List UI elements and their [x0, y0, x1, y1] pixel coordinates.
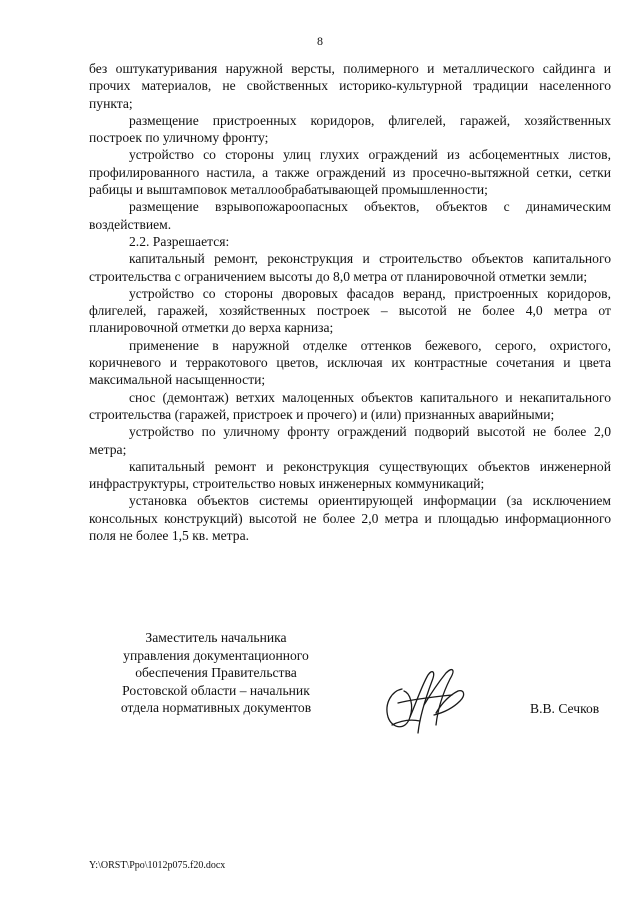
paragraph: устройство со стороны улиц глухих ограждений из асбоцементных листов, профилированного настила, а также ограждений из просечно-вытяжной сетки, сетки рабицы и выштамповок металлообрабатывающей промышленности;	[89, 147, 611, 198]
handwritten-signature	[380, 655, 470, 739]
signer-position-line: Заместитель начальника	[145, 630, 287, 645]
paragraph: устройство со стороны дворовых фасадов веранд, пристроенных коридоров, флигелей, гаражей, хозяйственных построек – высотой не более 4,0 метра от планировочной отметки до верха карниза;	[89, 285, 611, 336]
paragraph: устройство по уличному фронту ограждений подворий высотой не более 2,0 метра;	[89, 424, 611, 457]
paragraph: размещение пристроенных коридоров, флигелей, гаражей, хозяйственных построек по уличному фронту;	[89, 112, 611, 146]
paragraph: установка объектов системы ориентирующей информации (за исключением консольных конструкций) высотой не более 2,0 метра и площадью информационного поля не более 1,5 кв. метра.	[89, 493, 611, 544]
signer-position-line: обеспечения Правительства	[135, 665, 297, 681]
file-path: Y:\ORST\Ppo\1012p075.f20.docx	[89, 860, 226, 871]
paragraph: без оштукатуривания наружной версты, полимерного и металлического сайдинга и прочих материалов, не свойственных историко-культурной традиции населенного пункта;	[89, 61, 611, 111]
paragraph: снос (демонтаж) ветхих малоценных объектов капитального и некапитального строительства (гаражей, пристроек и прочего) и (или) признанных аварийными;	[89, 389, 611, 422]
paragraph: размещение взрывопожароопасных объектов, объектов с динамическим воздействием.	[89, 199, 611, 232]
signer-position-line: управления документационного	[123, 647, 309, 663]
paragraph: капитальный ремонт, реконструкция и строительство объектов капитального строительства с ограничением высоты до 8,0 метра от планировочной отметки земли;	[89, 251, 611, 284]
paragraph: капитальный ремонт и реконструкция существующих объектов инженерной инфраструктуры, строительство новых инженерных коммуникаций;	[89, 458, 611, 492]
section-heading: 2.2. Разрешается:	[129, 233, 230, 249]
paragraph: применение в наружной отделке оттенков бежевого, серого, охристого, коричневого и терракотового цветов, исключая их контрастные сочетания и цвета максимальной насыщенности;	[89, 337, 611, 388]
signer-position-line: Ростовской области – начальник	[122, 682, 310, 698]
signer-position	[113, 629, 319, 717]
page-number: 8	[317, 34, 323, 48]
signer-name: В.В. Сечков	[530, 701, 600, 716]
document-body	[89, 60, 611, 544]
signer-position-line: отдела нормативных документов	[120, 700, 312, 716]
